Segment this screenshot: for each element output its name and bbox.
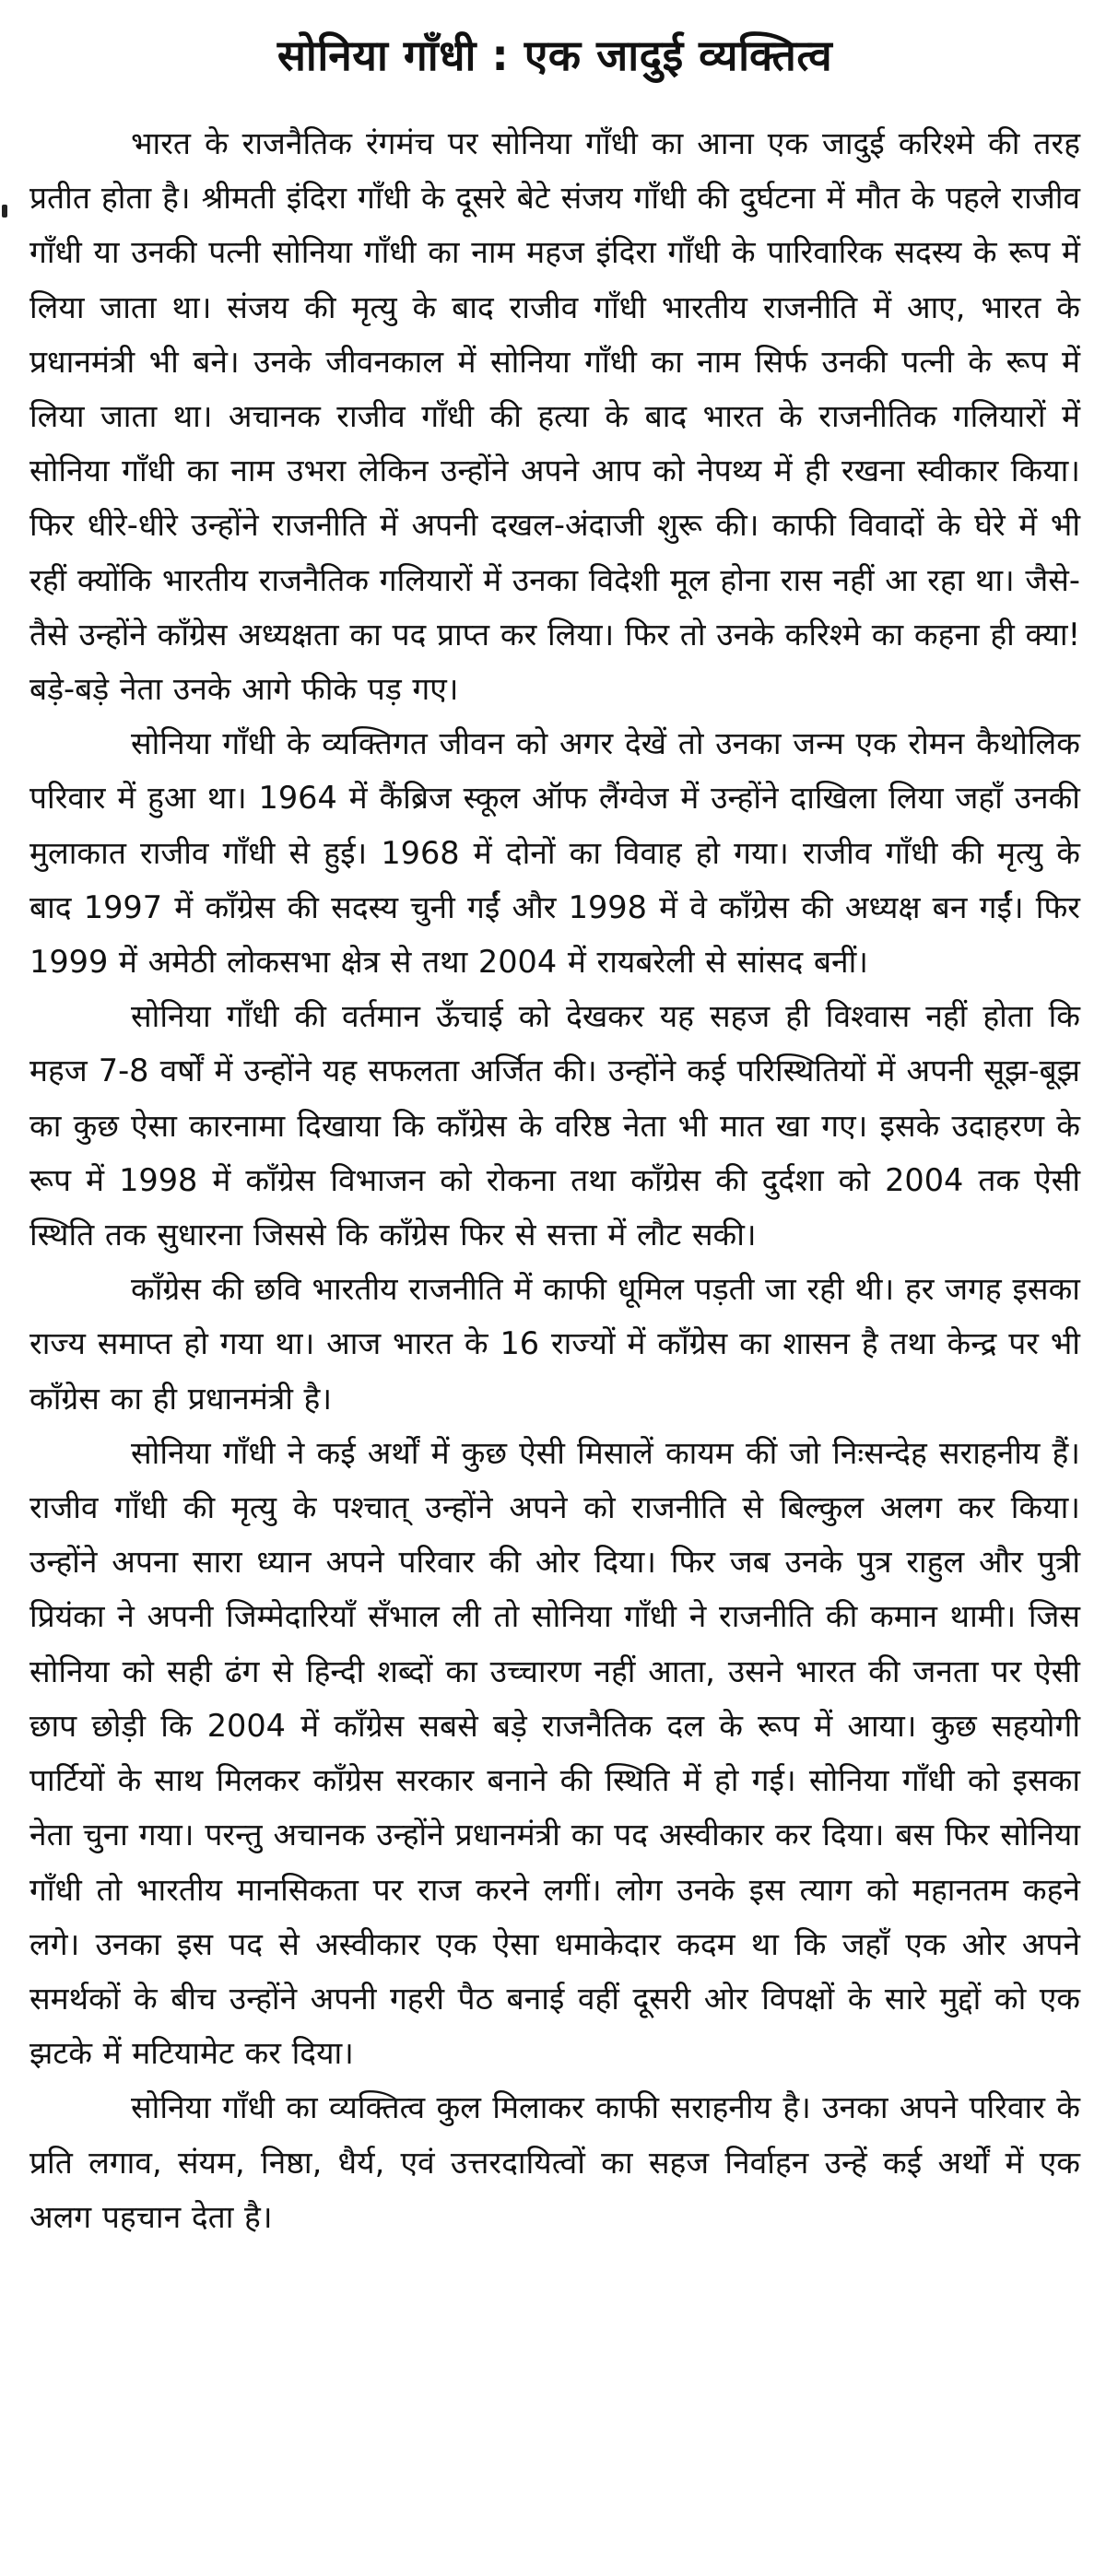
page-title: सोनिया गाँधी : एक जादुई व्यक्तित्व <box>276 30 833 80</box>
paragraph-3: सोनिया गाँधी की वर्तमान ऊँचाई को देखकर यह सहज ही विश्वास नहीं होता कि महज 7-8 वर्षों में उन्होंने यह सफलता अर्जित की। उन्होंने कई परिस्थितियों में अपनी सूझ-बूझ का कुछ ऐसा कारनामा दिखाया कि काँग्रेस के वरिष्ठ नेता भी मात खा गए। इसके उदाहरण के रूप में 1998 में काँग्रेस विभाजन को रोकना तथा काँग्रेस की दुर्दशा को 2004 तक ऐसी स्थिति तक सुधारना जिससे कि काँग्रेस फिर से सत्ता में लौट सकी। <box>29 998 1080 1253</box>
paragraph-1: भारत के राजनैतिक रंगमंच पर सोनिया गाँधी का आना एक जादुई करिश्मे की तरह प्रतीत होता है। श्रीमती इंदिरा गाँधी के दूसरे बेटे संजय गाँधी की दुर्घटना में मौत के पहले राजीव गाँधी या उनकी पत्नी सोनिया गाँधी का नाम महज इंदिरा गाँधी के पारिवारिक सदस्य के रूप में लिया जाता था। संजय की मृत्यु के बाद राजीव गाँधी भारतीय राजनीति में आए, भारत के प्रधानमंत्री भी बने। उनके जीवनकाल में सोनिया गाँधी का नाम सिर्फ उनकी पत्नी के रूप में लिया जाता था। अचानक राजीव गाँधी की हत्या के बाद भारत के राजनीतिक गलियारों में सोनिया गाँधी का नाम उभरा लेकिन उन्होंने अपने आप को नेपथ्य में ही रखना स्वीकार किया। फिर धीरे-धीरे उन्होंने राजनीति में अपनी दखल-अंदाजी शुरू की। काफी विवादों के घेरे में भी रहीं क्योंकि भारतीय राजनैतिक गलियारों में उनका विदेशी मूल होना रास नहीं आ रहा था। जैसे-तैसे उन्होंने काँग्रेस अध्यक्षता का पद प्राप्त कर लिया। फिर तो उनके करिश्मे का कहना ही क्या! बड़े-बड़े नेता उनके आगे फीके पड़ गए। <box>29 125 1080 708</box>
margin-mark <box>2 205 7 218</box>
paragraph-6: सोनिया गाँधी का व्यक्तित्व कुल मिलाकर काफी सराहनीय है। उनका अपने परिवार के प्रति लगाव, संयम, निष्ठा, धैर्य, एवं उत्तरदायित्वों का सहज निर्वाहन उन्हें कई अर्थों में एक अलग पहचान देता है। <box>29 2089 1080 2235</box>
paragraph-5: सोनिया गाँधी ने कई अर्थों में कुछ ऐसी मिसालें कायम कीं जो निःसन्देह सराहनीय हैं। राजीव गाँधी की मृत्यु के पश्चात् उन्होंने अपने को राजनीति से बिल्कुल अलग कर किया। उन्होंने अपना सारा ध्यान अपने परिवार की ओर दिया। फिर जब उनके पुत्र राहुल और पुत्री प्रियंका ने अपनी जिम्मेदारियाँ सँभाल ली तो सोनिया गाँधी ने राजनीति की कमान थामी। जिस सोनिया को सही ढंग से हिन्दी शब्दों का उच्चारण नहीं आता, उसने भारत की जनता पर ऐसी छाप छोड़ी कि 2004 में काँग्रेस सबसे बड़े राजनैतिक दल के रूप में आया। कुछ सहयोगी पार्टियों के साथ मिलकर काँग्रेस सरकार बनाने की स्थिति में हो गई। सोनिया गाँधी को इसका नेता चुना गया। परन्तु अचानक उन्होंने प्रधानमंत्री का पद अस्वीकार कर दिया। बस फिर सोनिया गाँधी तो भारतीय मानसिकता पर राज करने लगीं। लोग उनके इस त्याग को महानतम कहने लगे। उनका इस पद से अस्वीकार एक ऐसा धमाकेदार कदम था कि जहाँ एक ओर अपने समर्थकों के बीच उन्होंने अपनी गहरी पैठ बनाई वहीं दूसरी ओर विपक्षों के सारे मुद्दों को एक झटके में मटियामेट कर दिया। <box>29 1434 1080 2072</box>
paragraph-4: काँग्रेस की छवि भारतीय राजनीति में काफी धूमिल पड़ती जा रही थी। हर जगह इसका राज्य समाप्त हो गया था। आज भारत के 16 राज्यों में काँग्रेस का शासन है तथा केन्द्र पर भी काँग्रेस का ही प्रधानमंत्री है। <box>29 1271 1080 1417</box>
paragraph-2: सोनिया गाँधी के व्यक्तिगत जीवन को अगर देखें तो उनका जन्म एक रोमन कैथोलिक परिवार में हुआ था। 1964 में कैंब्रिज स्कूल ऑफ लैंग्वेज में उन्होंने दाखिला लिया जहाँ उनकी मुलाकात राजीव गाँधी से हुई। 1968 में दोनों का विवाह हो गया। राजीव गाँधी की मृत्यु के बाद 1997 में काँग्रेस की सदस्य चुनी गईं और 1998 में वे काँग्रेस की अध्यक्ष बन गईं। फिर 1999 में अमेठी लोकसभा क्षेत्र से तथा 2004 में रायबरेली से सांसद बनीं। <box>29 725 1080 981</box>
